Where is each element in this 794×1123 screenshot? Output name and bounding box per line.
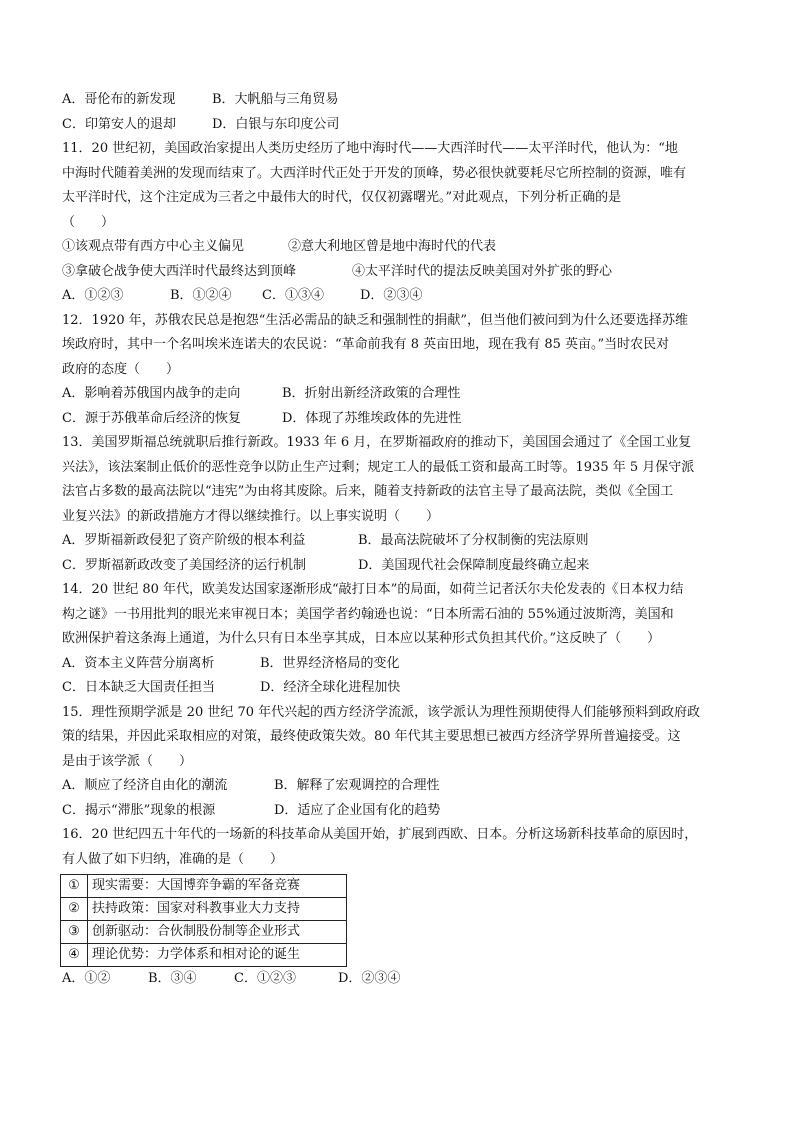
q11-items-row2	[62, 260, 742, 285]
q12-options-row2	[62, 407, 742, 432]
q16-factor-table	[60, 874, 347, 967]
q15-option-c[interactable]: C．揭示“滞胀”现象的根源	[62, 802, 216, 818]
q14-options-row2	[62, 676, 742, 701]
q11-options	[62, 284, 742, 309]
q16-options	[62, 967, 742, 992]
q14-options-row1	[62, 652, 742, 677]
q13-options-row2	[62, 554, 742, 579]
question-15	[62, 701, 742, 824]
q13-options-row1	[62, 529, 742, 554]
question-11	[62, 137, 742, 309]
table-row	[61, 898, 347, 921]
table-cell-text: 现实需要：大国博弈争霸的军备竞赛	[88, 875, 347, 898]
q15-option-b[interactable]: B．解释了宏观调控的合理性	[274, 778, 440, 793]
q12-option-c[interactable]: C．源于苏俄革命后经济的恢复	[62, 410, 241, 426]
q14-stem-line: 14．20 世纪 80 年代，欧美发达国家逐渐形成“敲打日本”的局面，如荷兰记者沃尔夫伦发表的《日本权力结	[62, 582, 684, 597]
q10-option-c[interactable]: C．印第安人的退却	[62, 116, 176, 132]
q15-stem-line: 是由于该学派（ ）	[62, 753, 193, 769]
q13-stem-line: 法官占多数的最高法院以“违宪”为由将其废除。后来，随着支持新政的法官主导了最高法院，类似《全国工	[62, 484, 674, 499]
q12-options-row1	[62, 382, 742, 407]
table-cell-text: 扶持政策：国家对科教事业大力支持	[88, 898, 347, 921]
table-cell-num: ②	[61, 898, 88, 921]
q12-stem-line: 埃政府时，其中一个名叫埃米连诺夫的农民说：“革命前我有 8 英亩田地，现在我有 85 英亩。”当时农民对	[62, 337, 670, 352]
q15-options-row1	[62, 774, 742, 799]
q14-stem-line: 构之谜》一书用批判的眼光来审视日本；美国学者约翰逊也说：“日本所需石油的 55%通过波斯湾，美国和	[62, 606, 674, 622]
question-13	[62, 431, 742, 578]
exam-page	[62, 88, 742, 992]
q12-option-a[interactable]: A．影响着苏俄国内战争的走向	[62, 386, 241, 401]
table-row	[61, 944, 347, 967]
q11-stem-line: 11．20 世纪初，美国政治家提出人类历史经历了地中海时代——大西洋时代——太平洋时代，他认为：“地	[62, 141, 678, 156]
q16-option-c[interactable]: C．①②③	[234, 971, 296, 986]
q10-option-b[interactable]: B．大帆船与三角贸易	[212, 92, 339, 107]
q10-options-row2	[62, 113, 742, 138]
table-cell-num: ①	[61, 875, 88, 898]
q16-option-d[interactable]: D．②③④	[338, 971, 401, 986]
q11-stem-line: 太平洋时代，这个注定成为三者之中最伟大的时代，仅仅初露曙光。”对此观点，下列分析正确的是	[62, 190, 622, 205]
table-cell-text: 理论优势：力学体系和相对论的诞生	[88, 944, 347, 967]
q11-stem-line: 中海时代随着美洲的发现而结束了。大西洋时代正处于开发的顶峰，势必很快就要耗尽它所控制的资源，唯有	[62, 165, 687, 181]
q11-option-d[interactable]: D．②③④	[360, 288, 423, 303]
table-row	[61, 875, 347, 898]
q13-stem-line: 业复兴法》的新政措施方才得以继续推行。以上事实说明（ ）	[62, 508, 440, 524]
q11-stem-line: （ ）	[62, 214, 115, 230]
q14-stem-line: 欧洲保护着这条海上通道，为什么只有日本坐享其成，日本应以某种形式负担其代价。”这反映了（ ）	[62, 631, 661, 646]
q11-item-1: ①该观点带有西方中心主义偏见	[62, 239, 245, 254]
q11-items-row1	[62, 235, 742, 260]
q11-item-2: ②意大利地区曾是地中海时代的代表	[288, 239, 497, 254]
q14-option-a[interactable]: A．资本主义阵营分崩离析	[62, 655, 215, 671]
table-cell-text: 创新驱动：合伙制股份制等企业形式	[88, 921, 347, 944]
q13-option-d[interactable]: D．美国现代社会保障制度最终确立起来	[358, 557, 590, 573]
table-cell-num: ④	[61, 944, 88, 967]
table-cell-num: ③	[61, 921, 88, 944]
q15-option-a[interactable]: A．顺应了经济自由化的潮流	[62, 778, 228, 793]
q11-option-b[interactable]: B．①②④	[170, 288, 232, 303]
q16-option-a[interactable]: A．①②	[62, 971, 111, 986]
q14-option-b[interactable]: B．世界经济格局的变化	[260, 655, 400, 671]
q11-option-c[interactable]: C．①③④	[262, 288, 324, 303]
q12-stem-line: 12．1920 年，苏俄农民总是抱怨“生活必需品的缺乏和强制性的捐献”，但当他们被问到为什么还要选择苏维	[62, 312, 689, 328]
q16-option-b[interactable]: B．③④	[148, 971, 197, 986]
q15-options-row2	[62, 799, 742, 824]
q14-option-c[interactable]: C．日本缺乏大国责任担当	[62, 680, 215, 695]
q13-option-a[interactable]: A．罗斯福新政侵犯了资产阶级的根本利益	[62, 533, 306, 548]
q15-stem-line: 策的结果，并因此采取相应的对策，最终使政策失效。80 年代其主要思想已被西方经济学界所普遍接受。这	[62, 729, 681, 744]
q15-stem-line: 15．理性预期学派是 20 世纪 70 年代兴起的西方经济学流派，该学派认为理性预期使得人们能够预料到政府政	[62, 704, 701, 720]
q13-option-b[interactable]: B．最高法院破坏了分权制衡的宪法原则	[358, 533, 589, 548]
q10-option-d[interactable]: D．白银与东印度公司	[212, 116, 340, 132]
q12-stem-line: 政府的态度（ ）	[62, 361, 180, 377]
q11-option-a[interactable]: A．①②③	[62, 288, 124, 303]
q13-option-c[interactable]: C．罗斯福新政改变了美国经济的运行机制	[62, 557, 306, 573]
q10-options-row1	[62, 88, 742, 113]
question-16	[62, 823, 742, 992]
q11-item-3: ③拿破仑战争使大西洋时代最终达到顶峰	[62, 263, 297, 279]
table-row	[61, 921, 347, 944]
q11-item-4: ④太平洋时代的提法反映美国对外扩张的野心	[352, 263, 613, 279]
question-14	[62, 578, 742, 701]
q16-stem-line: 有人做了如下归纳，准确的是（ ）	[62, 851, 284, 867]
q16-stem-line: 16．20 世纪四五十年代的一场新的科技革命从美国开始，扩展到西欧、日本。分析这场新科技革命的原因时，	[62, 827, 698, 842]
question-12	[62, 309, 742, 432]
q12-option-d[interactable]: D．体现了苏维埃政体的先进性	[282, 410, 462, 426]
q13-stem-line: 兴法》，该法案制止低价的恶性竞争以防止生产过剩；规定工人的最低工资和最高工时等。1935 年 5 月保守派	[62, 459, 695, 475]
q14-option-d[interactable]: D．经济全球化进程加快	[260, 680, 401, 695]
q15-option-d[interactable]: D．适应了企业国有化的趋势	[274, 802, 441, 818]
q12-option-b[interactable]: B．折射出新经济政策的合理性	[282, 386, 461, 401]
q13-stem-line: 13．美国罗斯福总统就职后推行新政。1933 年 6 月，在罗斯福政府的推动下，美国国会通过了《全国工业复	[62, 435, 692, 450]
q10-option-a[interactable]: A．哥伦布的新发现	[62, 92, 176, 107]
